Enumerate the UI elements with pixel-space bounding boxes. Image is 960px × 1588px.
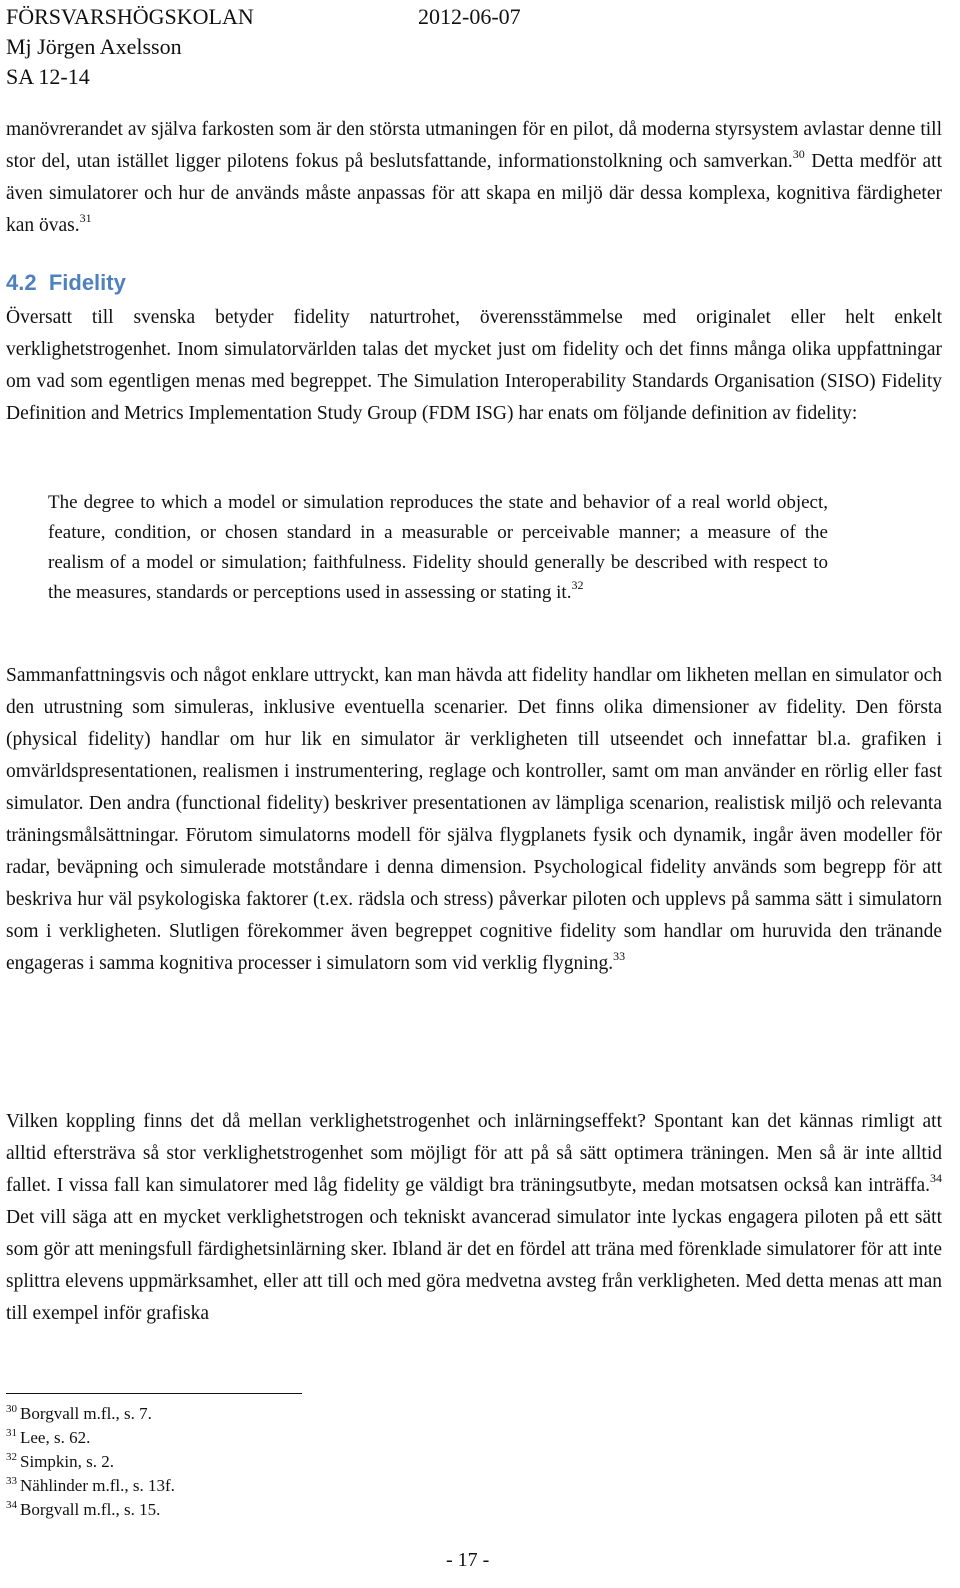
footnote-ref[interactable]: 34 (930, 1171, 942, 1185)
footnote-number: 33 (6, 1475, 17, 1487)
quote-text: The degree to which a model or simulation reproduces the state and behavior of a real world object, feature, condition, or chosen standard in a measurable or perceivable manner; a measure of the realism of a model or simulation; faithfulness. Fidelity should generally be described with respect to the measures, standards or perceptions used in assessing or stating it. (48, 492, 828, 603)
section-number: 4.2 (6, 270, 37, 295)
footnote-text: Simpkin, s. 2. (20, 1452, 114, 1471)
footnotes (6, 1402, 175, 1522)
header-date: 2012-06-07 (418, 4, 521, 29)
footnote (6, 1402, 175, 1426)
footnote-number: 31 (6, 1427, 17, 1439)
footnote-ref[interactable]: 33 (613, 949, 626, 963)
paragraph-dimensions (6, 660, 942, 980)
paragraph-text: Detta medför att även simulatorer och hur de används måste anpassas för att skapa en miljö där dessa komplexa, kognitiva färdigheter kan övas. (6, 151, 943, 236)
footnote-number: 30 (6, 1403, 17, 1415)
paragraph-text: Vilken koppling finns det då mellan verklighetstrogenhet och inlärningseffekt? Spontant kan det kännas rimligt att alltid eftersträva så stor verklighetstrogenhet som möjligt för att på så sätt optimera träningen. Men så är inte alltid fallet. I vissa fall kan simulatorer med låg fidelity ge väldigt bra träningsutbyte, medan motsatsen också kan inträffa. (6, 1111, 942, 1196)
paragraph-learning-effect (6, 1106, 942, 1330)
header-author: Mj Jörgen Axelsson (6, 34, 182, 59)
paragraph-text: manövrerandet av själva farkosten som är den största utmaningen för en pilot, då moderna styrsystem avlastar denne till stor del, utan istället ligger pilotens fokus på beslutsfattande, informationstolkning och samverkan. (6, 119, 942, 172)
footnote-text: Borgvall m.fl., s. 15. (20, 1500, 161, 1519)
footnote-number: 34 (6, 1499, 17, 1511)
footnote-text: Nählinder m.fl., s. 13f. (20, 1476, 175, 1495)
footnote (6, 1426, 175, 1450)
block-quote (48, 488, 828, 608)
footnote (6, 1474, 175, 1498)
section-title: Fidelity (48, 270, 126, 295)
section-heading (6, 266, 126, 300)
paragraph-text: Sammanfattningsvis och något enklare uttryckt, kan man hävda att fidelity handlar om likheten mellan en simulator och den utrustning som simuleras, inklusive eventuella scenarier. Det finns olika dimensioner av fidelity. Den första (physical fidelity) handlar om hur lik en simulator är verkligheten till utseendet och innefattar bl.a. grafiken i omvärldspresentationen, realismen i instrumentering, reglage och kontroller, samt om man använder en rörlig eller fast simulator. Den andra (functional fidelity) beskriver presentationen av lämpliga scenarion, realistisk miljö och relevanta träningsmålsättningar. Förutom simulatorns modell för själva flygplanets fysik och dynamik, ingår även modeller för radar, beväpning och simulerade motståndare i denna dimension. Psychological fidelity används som begrepp för att beskriva hur väl psykologiska faktorer (t.ex. rädsla och stress) påverkar piloten och upplevs på samma sätt i simulatorn som i verkligheten. Slutligen förekommer även begreppet cognitive fidelity som handlar om huruvida den tränande engageras i samma kognitiva processer i simulatorn som vid verklig flygning. (6, 665, 942, 974)
footnote-text: Lee, s. 62. (20, 1428, 91, 1447)
footnote (6, 1450, 175, 1474)
footnote-ref[interactable]: 30 (792, 147, 805, 161)
footnote-ref[interactable]: 32 (571, 578, 584, 592)
paragraph-text: Det vill säga att en mycket verklighetstrogen och tekniskt avancerad simulator inte lyckas engagera piloten på ett sätt som gör att meningsfull färdighetsinlärning sker. Ibland är det en fördel att träna med förenklade simulatorer för att inte splittra elevens uppmärksamhet, eller att till och med göra medvetna avsteg från verkligheten. Med detta menas att man till exempel inför grafiska (6, 1207, 942, 1324)
footnote (6, 1498, 175, 1522)
footnote-number: 32 (6, 1451, 17, 1463)
page-header (6, 2, 521, 92)
paragraph-intro (6, 114, 942, 242)
footnote-separator (6, 1393, 302, 1394)
footnote-ref[interactable]: 31 (79, 211, 92, 225)
paragraph-definition-intro (6, 302, 942, 430)
paragraph-text: Översatt till svenska betyder fidelity naturtrohet, överensstämmelse med originalet eller helt enkelt verklighetstrogenhet. Inom simulatorvärlden talas det mycket just om fidelity och det finns många olika uppfattningar om vad som egentligen menas med begreppet. The Simulation Interoperability Standards Organisation (SISO) Fidelity Definition and Metrics Implementation Study Group (FDM ISG) har enats om följande definition av fidelity: (6, 307, 942, 424)
header-institution: FÖRSVARSHÖGSKOLAN (6, 4, 254, 29)
page-number: - 17 - (446, 1549, 490, 1571)
footnote-text: Borgvall m.fl., s. 7. (20, 1404, 152, 1423)
header-course: SA 12-14 (6, 64, 90, 89)
